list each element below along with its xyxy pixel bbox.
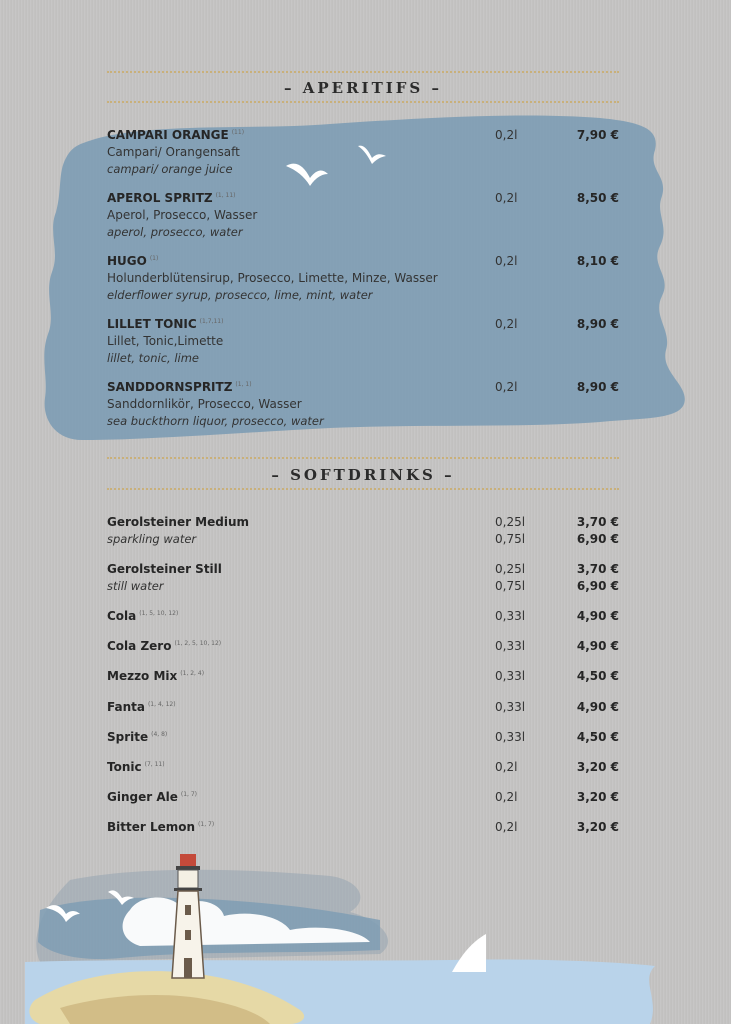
item-description-de: Lillet, Tonic,Limette: [107, 334, 224, 348]
item-name: HUGO: [107, 254, 147, 268]
item-price: 3,70 €: [576, 515, 619, 529]
menu-item: [107, 669, 619, 683]
item-allergen-note: (1, 4, 12): [147, 701, 176, 708]
item-price: 3,70 €: [576, 562, 619, 576]
item-allergen-note: (11): [231, 129, 245, 136]
item-name: Ginger Ale: [107, 790, 178, 804]
item-allergen-note: (1, 2, 4): [180, 670, 205, 677]
item-description-de: Sanddornlikör, Prosecco, Wasser: [107, 397, 302, 411]
item-description-en: aperol, prosecco, water: [107, 225, 243, 239]
item-volume: 0,2l: [495, 380, 518, 394]
item-volume: 0,33l: [495, 639, 526, 653]
item-allergen-note: (1, 2, 5, 10, 12): [174, 640, 222, 647]
item-description-en: elderflower syrup, prosecco, lime, mint, water: [107, 288, 373, 302]
item-price: 7,90 €: [576, 128, 619, 142]
item-volume: 0,33l: [495, 669, 526, 683]
item-volume: 0,33l: [495, 730, 526, 744]
item-volume: 0,2l: [495, 191, 518, 205]
menu-item: [107, 515, 619, 546]
item-description-en: sparkling water: [107, 532, 197, 546]
dotted-divider: [107, 457, 619, 459]
item-name: Bitter Lemon: [107, 820, 196, 834]
menu-item: [107, 191, 619, 239]
item-name: CAMPARI ORANGE: [107, 128, 229, 142]
menu-item: [107, 128, 619, 176]
item-allergen-note: (1, 7): [198, 821, 215, 828]
item-allergen-note: (4, 8): [151, 731, 168, 738]
item-volume: 0,75l: [495, 579, 526, 593]
item-name: Sprite: [107, 730, 149, 744]
menu-item: [107, 609, 619, 623]
dotted-divider: [107, 488, 619, 490]
item-volume: 0,33l: [495, 609, 526, 623]
item-price: 4,90 €: [576, 639, 619, 653]
item-description-de: Campari/ Orangensaft: [107, 145, 240, 159]
item-name: Gerolsteiner Medium: [107, 515, 250, 529]
item-name: APEROL SPRITZ: [107, 191, 213, 205]
item-description-en: still water: [107, 579, 164, 593]
item-price: 4,90 €: [576, 609, 619, 623]
item-price: 8,90 €: [576, 317, 619, 331]
item-allergen-note: (1, 5, 10, 12): [139, 610, 179, 617]
item-description-de: Aperol, Prosecco, Wasser: [107, 208, 258, 222]
menu-item: [107, 760, 619, 774]
item-description-de: Holunderblütensirup, Prosecco, Limette, Minze, Wasser: [107, 271, 438, 285]
item-volume: 0,75l: [495, 532, 526, 546]
item-price: 3,20 €: [576, 790, 619, 804]
menu-item: [107, 254, 619, 302]
lighthouse-illustration: [0, 850, 731, 1024]
dotted-divider: [107, 71, 619, 73]
item-allergen-note: (1,7,11): [199, 318, 224, 325]
menu-item: [107, 639, 619, 653]
menu-item: [107, 730, 619, 744]
item-description-en: sea buckthorn liquor, prosecco, water: [107, 414, 324, 428]
item-price: 8,50 €: [576, 191, 619, 205]
item-name: Fanta: [107, 700, 145, 714]
item-allergen-note: (1, 7): [180, 791, 198, 798]
section-title-aperitifs: – APERITIFS –: [284, 79, 442, 97]
item-price: 3,20 €: [576, 820, 619, 834]
item-volume: 0,2l: [495, 820, 518, 834]
item-price: 8,10 €: [576, 254, 619, 268]
menu-item: [107, 820, 619, 834]
item-name: SANDDORNSPRITZ: [107, 380, 233, 394]
item-name: Tonic: [107, 760, 142, 774]
item-price: 6,90 €: [576, 532, 619, 546]
menu-item: [107, 790, 619, 804]
item-price: 6,90 €: [576, 579, 619, 593]
item-volume: 0,2l: [495, 317, 518, 331]
item-price: 4,90 €: [576, 700, 619, 714]
item-price: 4,50 €: [576, 730, 619, 744]
item-volume: 0,2l: [495, 790, 518, 804]
sailboat-icon: [452, 934, 486, 972]
item-price: 8,90 €: [576, 380, 619, 394]
item-name: Cola Zero: [107, 639, 172, 653]
item-price: 3,20 €: [576, 760, 619, 774]
item-description-en: lillet, tonic, lime: [107, 351, 200, 365]
item-allergen-note: (1, 11): [215, 192, 236, 199]
item-volume: 0,2l: [495, 254, 518, 268]
menu-item: [107, 700, 619, 714]
item-name: LILLET TONIC: [107, 317, 197, 331]
item-volume: 0,2l: [495, 760, 518, 774]
item-price: 4,50 €: [576, 669, 619, 683]
item-volume: 0,33l: [495, 700, 526, 714]
item-name: Cola: [107, 609, 137, 623]
item-allergen-note: (1): [149, 255, 159, 262]
item-allergen-note: (7, 11): [144, 761, 165, 768]
menu-item: [107, 562, 619, 593]
menu-item: [107, 380, 619, 428]
dotted-divider: [107, 101, 619, 103]
item-allergen-note: (1, 1): [235, 381, 252, 388]
section-title-softdrinks: – SOFTDRINKS –: [271, 466, 455, 484]
item-name: Mezzo Mix: [107, 669, 178, 683]
item-volume: 0,2l: [495, 128, 518, 142]
menu-item: [107, 317, 619, 365]
item-volume: 0,25l: [495, 515, 526, 529]
item-description-en: campari/ orange juice: [107, 162, 233, 176]
item-volume: 0,25l: [495, 562, 526, 576]
item-name: Gerolsteiner Still: [107, 562, 222, 576]
